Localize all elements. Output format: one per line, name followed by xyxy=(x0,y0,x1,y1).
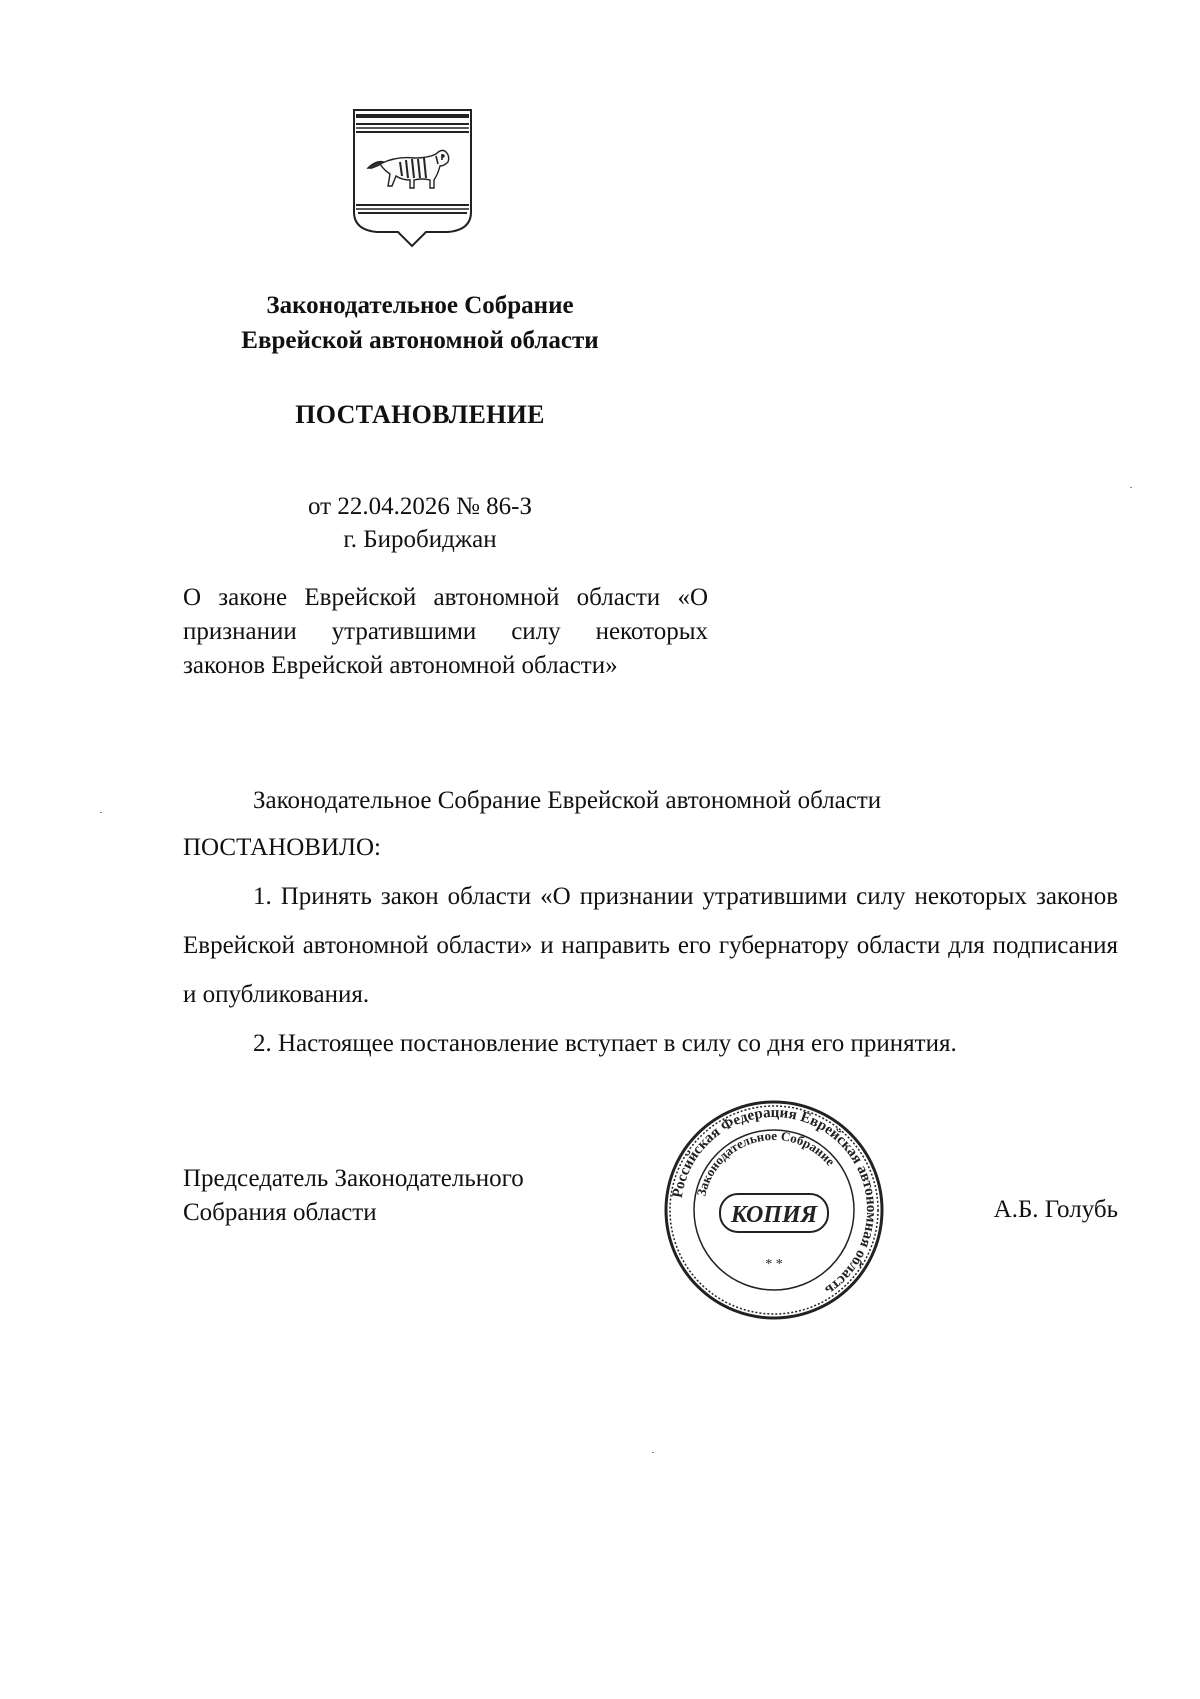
body-item-2: 2. Настоящее постановление вступает в силу со дня его принятия. xyxy=(253,1030,957,1057)
issuing-body-line1: Законодательное Собрание xyxy=(266,292,574,319)
seal-center-label: КОПИЯ xyxy=(730,1202,818,1228)
scan-speck xyxy=(1130,487,1132,488)
signatory-title-line2: Собрания области xyxy=(183,1199,377,1226)
scan-speck xyxy=(652,1452,654,1453)
document-date-number: от 22.04.2026 № 86-З xyxy=(307,493,533,520)
coat-of-arms-emblem xyxy=(350,108,475,256)
document-subject: О законе Еврейской автономной области «О признании утратившими силу некоторых законов Еврейской автономной области» xyxy=(183,584,708,679)
body-item-1: 1. Принять закон области «О признании утратившими силу некоторых законов Еврейской автономной области» и направить его губернатору области для подписания и опубликования. xyxy=(183,883,1118,1008)
seal-stars: * * xyxy=(765,1257,783,1272)
official-seal-stamp xyxy=(662,1098,886,1322)
signatory-title xyxy=(183,1162,524,1230)
issuing-body xyxy=(200,288,640,358)
document-type-title: ПОСТАНОВЛЕНИЕ xyxy=(295,400,545,429)
body-decision: ПОСТАНОВИЛО: xyxy=(183,834,381,861)
document-body xyxy=(183,776,1118,1068)
document-city: г. Биробиджан xyxy=(343,526,497,553)
seal-outer-text: Российская Федерация Еврейская автономная область xyxy=(669,1104,880,1299)
signatory-title-line1: Председатель Законодательного xyxy=(183,1165,524,1192)
signatory-name: А.Б. Голубь xyxy=(993,1196,1118,1223)
scan-speck xyxy=(100,812,102,813)
body-lead: Законодательное Собрание Еврейской автономной области xyxy=(253,787,882,814)
document-date-block xyxy=(200,490,640,556)
issuing-body-line2: Еврейской автономной области xyxy=(241,327,599,354)
seal-inner-text: Законодательное Собрание xyxy=(693,1127,839,1198)
